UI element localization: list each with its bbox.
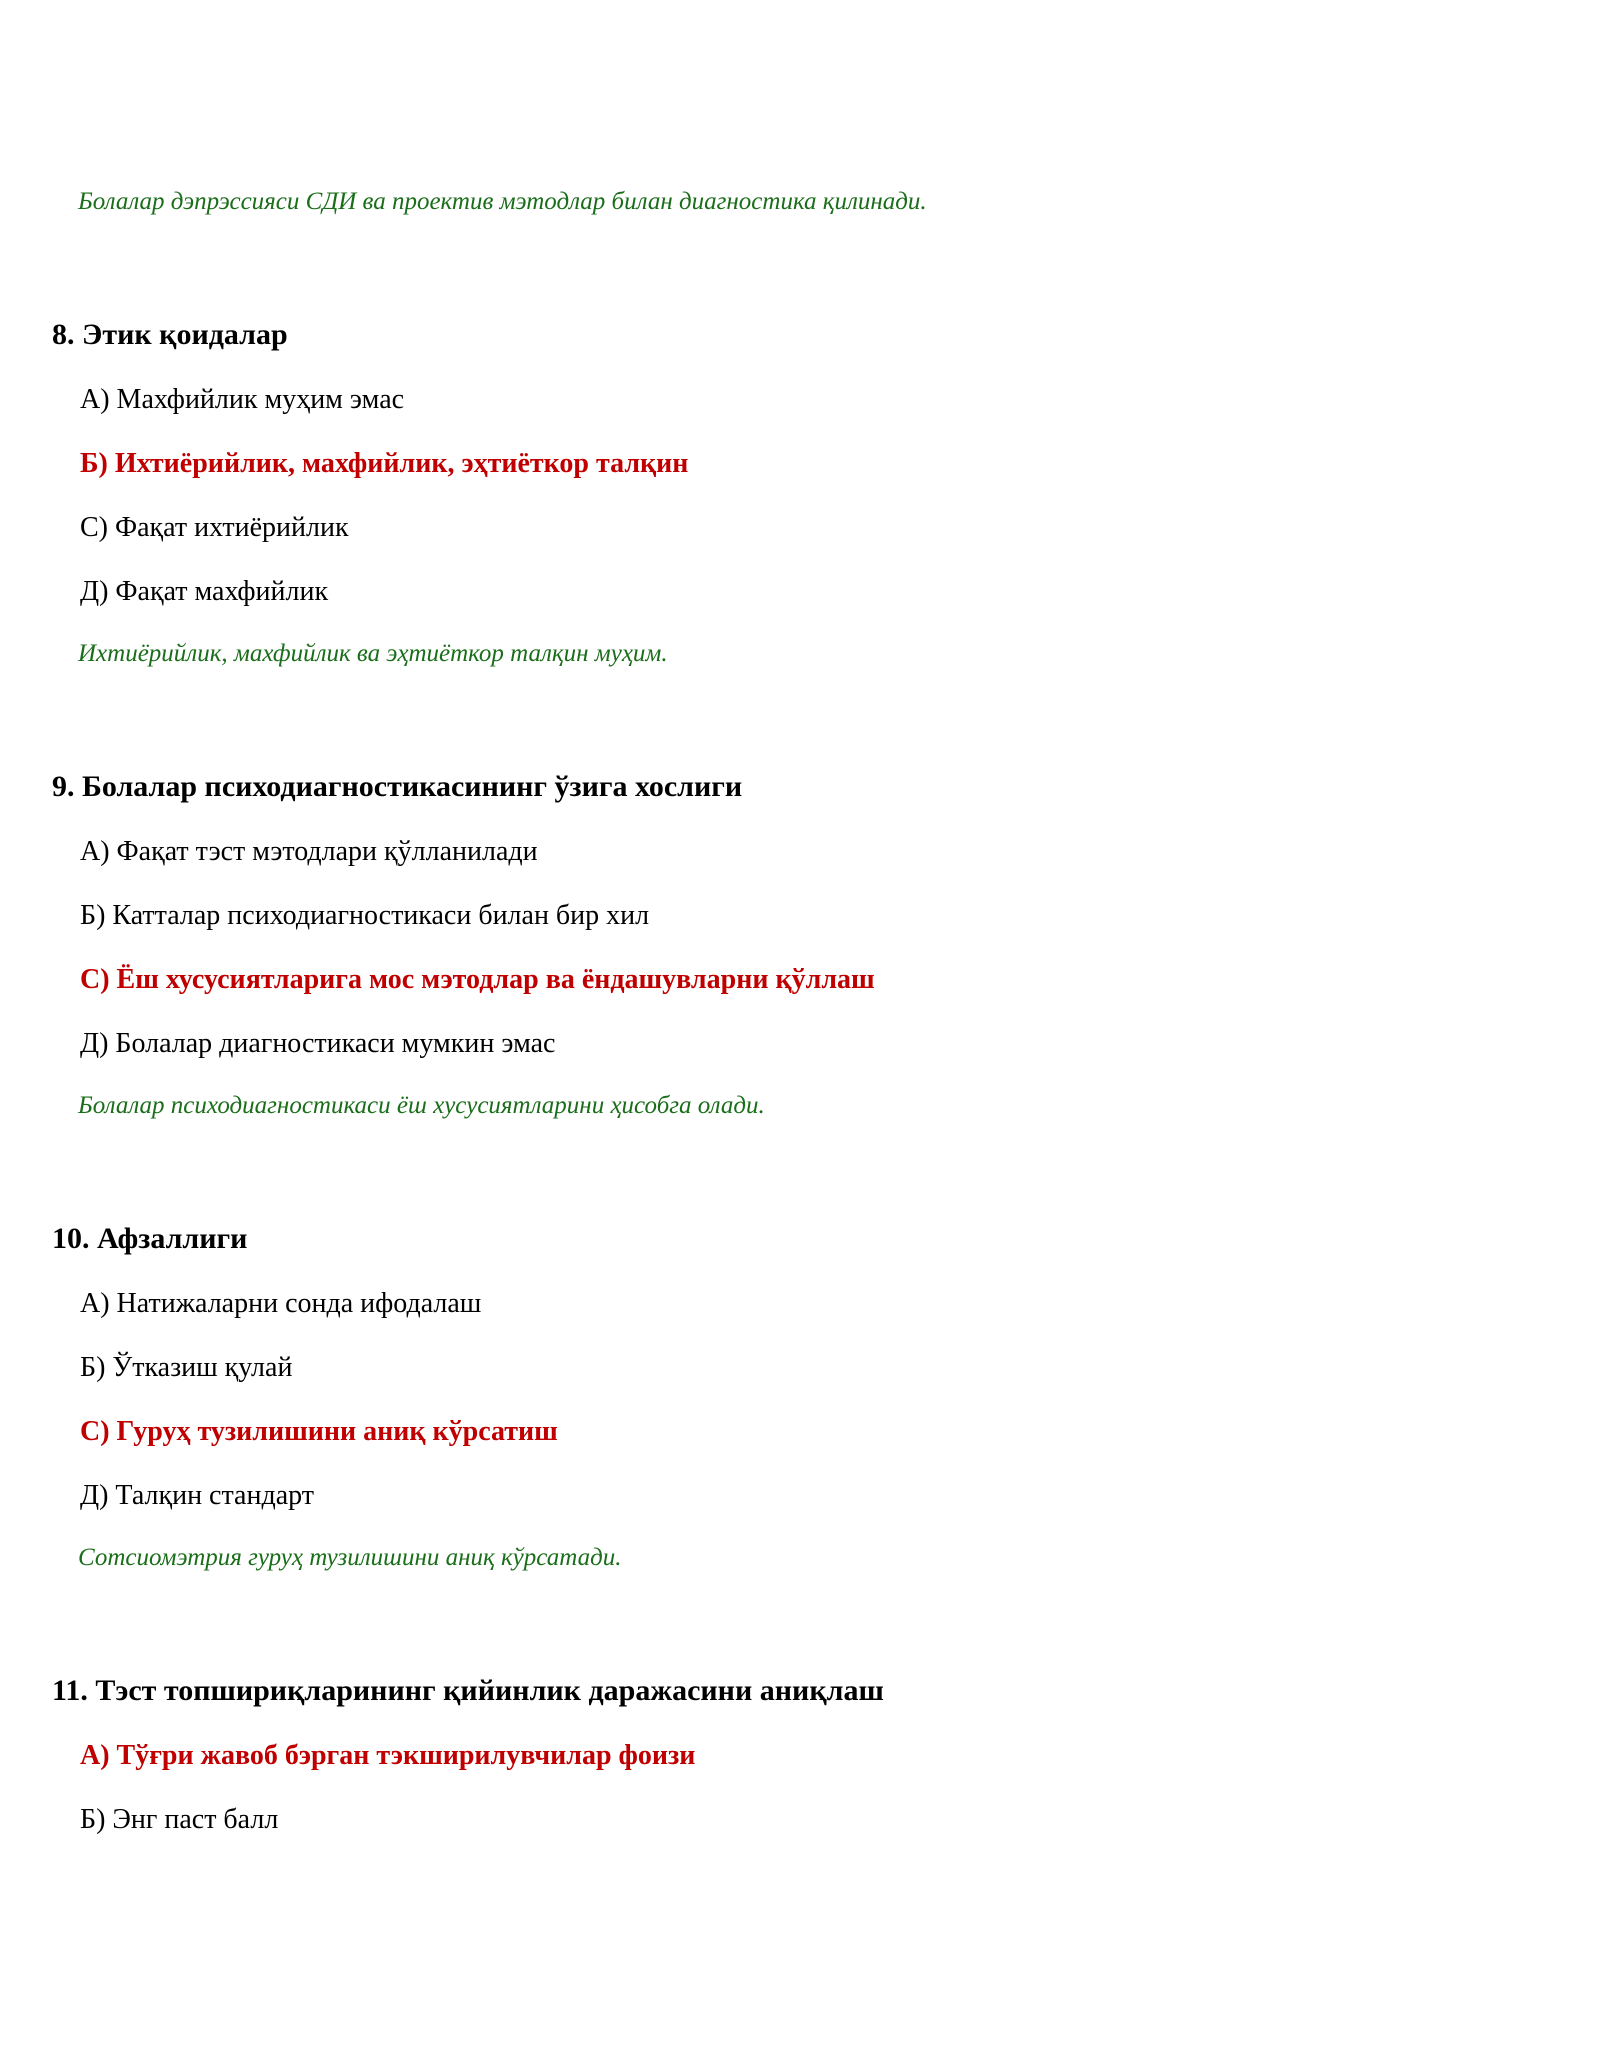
question-9-option-a: А) Фақат тэст мэтодлари қўлланилади [80,836,538,867]
question-10-option-c-correct: С) Гуруҳ тузилишини аниқ кўрсатиш [80,1416,558,1447]
question-9-option-c-correct: С) Ёш хусусиятларига мос мэтодлар ва ёндашувларни қўллаш [80,964,875,995]
question-9-option-d: Д) Болалар диагностикаси мумкин эмас [80,1028,556,1059]
question-11-option-b: Б) Энг паст балл [80,1804,279,1835]
question-8-option-a: А) Махфийлик муҳим эмас [80,384,405,415]
question-9-option-b: Б) Катталар психодиагностикаси билан бир хил [80,900,650,931]
question-10-option-b: Б) Ўтказиш қулай [80,1352,293,1383]
question-8-option-b-correct: Б) Ихтиёрийлик, махфийлик, эҳтиёткор талқин [80,448,689,479]
intro-explanation: Болалар дэпрэссияси СДИ ва проектив мэтодлар билан диагностика қилинади. [78,188,927,215]
question-10-explanation: Сотсиомэтрия гуруҳ тузилишини аниқ кўрсатади. [78,1544,622,1571]
question-10-option-a: А) Натижаларни сонда ифодалаш [80,1288,482,1319]
question-11-title: 11. Тэст топшириқларининг қийинлик даражасини аниқлаш [52,1674,884,1707]
question-9-explanation: Болалар психодиагностикаси ёш хусусиятларини ҳисобга олади. [78,1092,765,1119]
question-10-title: 10. Афзаллиги [52,1222,248,1255]
question-8-explanation: Ихтиёрийлик, махфийлик ва эҳтиёткор талқин муҳим. [78,640,668,667]
question-8-option-c: С) Фақат ихтиёрийлик [80,512,349,543]
question-8-option-d: Д) Фақат махфийлик [80,576,329,607]
question-8-title: 8. Этик қоидалар [52,318,288,351]
question-11-option-a-correct: А) Тўғри жавоб бэрган тэкширилувчилар фоизи [80,1740,696,1771]
question-9-title: 9. Болалар психодиагностикасининг ўзига хослиги [52,770,743,803]
question-10-option-d: Д) Талқин стандарт [80,1480,315,1511]
